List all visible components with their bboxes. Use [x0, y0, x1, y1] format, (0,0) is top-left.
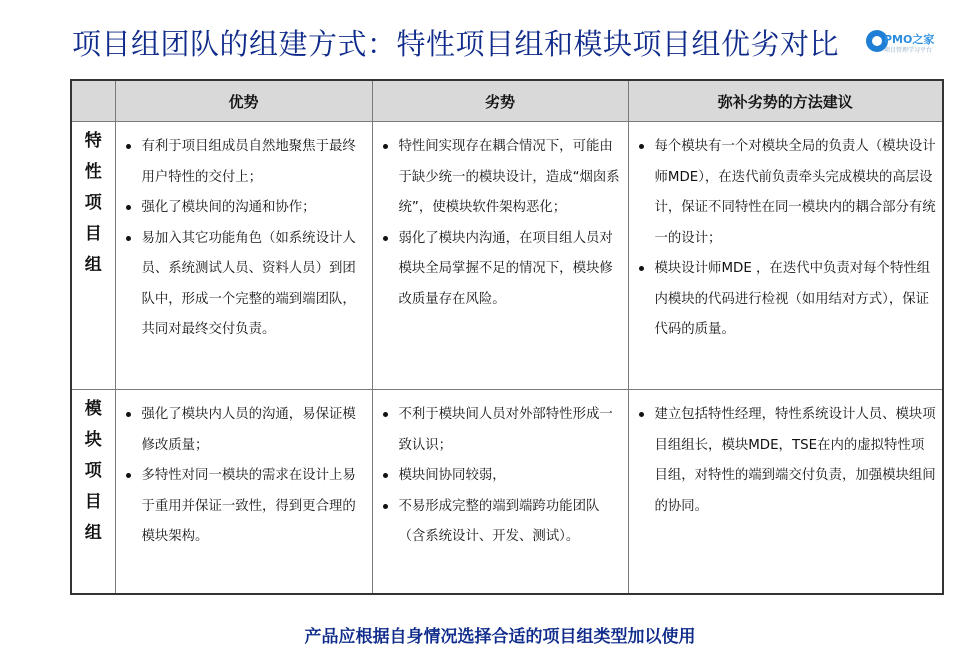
- list-item: 弱化了模块内沟通，在项目组人员对模块全局掌握不足的情况下，模块修改质量存在风险。: [399, 224, 622, 316]
- table-header-row: [71, 80, 943, 122]
- list-item: 模块设计师MDE ，在迭代中负责对每个特性组内模块的代码进行检视（如用结对方式），保证代码的质量。: [655, 254, 937, 346]
- row-label-module-team: 模 块 项 目 组: [71, 390, 115, 595]
- table-row-module-team: [71, 390, 943, 595]
- list-item: 强化了模块间的沟通和协作；: [142, 193, 366, 224]
- cell-feature-advantages: [115, 122, 372, 390]
- list-item: 有利于项目组成员自然地聚焦于最终用户特性的交付上；: [142, 132, 366, 193]
- cell-module-suggestions: [628, 390, 943, 595]
- comparison-table: [70, 79, 944, 595]
- list-item: 建立包括特性经理，特性系统设计人员、模块项目组组长，模块MDE，TSE在内的虚拟特性项目组，对特性的端到端交付负责，加强模块组间的协同。: [655, 400, 937, 522]
- list-item: 多特性对同一模块的需求在设计上易于重用并保证一致性，得到更合理的模块架构。: [142, 461, 366, 553]
- list-item: 特性间实现存在耦合情况下，可能由于缺少统一的模块设计，造成“烟囱系统”，使模块软件架构恶化；: [399, 132, 622, 224]
- cell-module-advantages: [115, 390, 372, 595]
- table-row-feature-team: [71, 122, 943, 390]
- cell-module-disadvantages: [372, 390, 628, 595]
- list-item: 易加入其它功能角色（如系统设计人员、系统测试人员、资料人员）到团队中，形成一个完整的端到端团队，共同对最终交付负责。: [142, 224, 366, 346]
- list-item: 模块间协同较弱，: [399, 461, 622, 492]
- logo-name: PMO之家: [884, 33, 935, 46]
- header-advantages: 优势: [115, 80, 372, 122]
- header-corner: [71, 80, 115, 122]
- row-label-feature-team: 特 性 项 目 组: [71, 122, 115, 390]
- logo-subtitle: 项目管理学习平台: [884, 47, 933, 54]
- list-item: 每个模块有一个对模块全局的负责人（模块设计师MDE），在迭代前负责牵头完成模块的高层设计，保证不同特性在同一模块内的耦合部分有统一的设计；: [655, 132, 937, 254]
- list-item: 不利于模块间人员对外部特性形成一致认识；: [399, 400, 622, 461]
- page-title: 项目组团队的组建方式：特性项目组和模块项目组优劣对比: [72, 27, 840, 61]
- list-item: 强化了模块内人员的沟通，易保证模修改质量；: [142, 400, 366, 461]
- header-disadvantages: 劣势: [372, 80, 628, 122]
- brand-logo: [866, 28, 946, 58]
- footer-note: 产品应根据自身情况选择合适的项目组类型加以使用: [304, 627, 696, 647]
- cell-feature-suggestions: [628, 122, 943, 390]
- header-suggestions: 弥补劣势的方法建议: [628, 80, 943, 122]
- list-item: 不易形成完整的端到端跨功能团队（含系统设计、开发、测试）。: [399, 492, 622, 553]
- cell-feature-disadvantages: [372, 122, 628, 390]
